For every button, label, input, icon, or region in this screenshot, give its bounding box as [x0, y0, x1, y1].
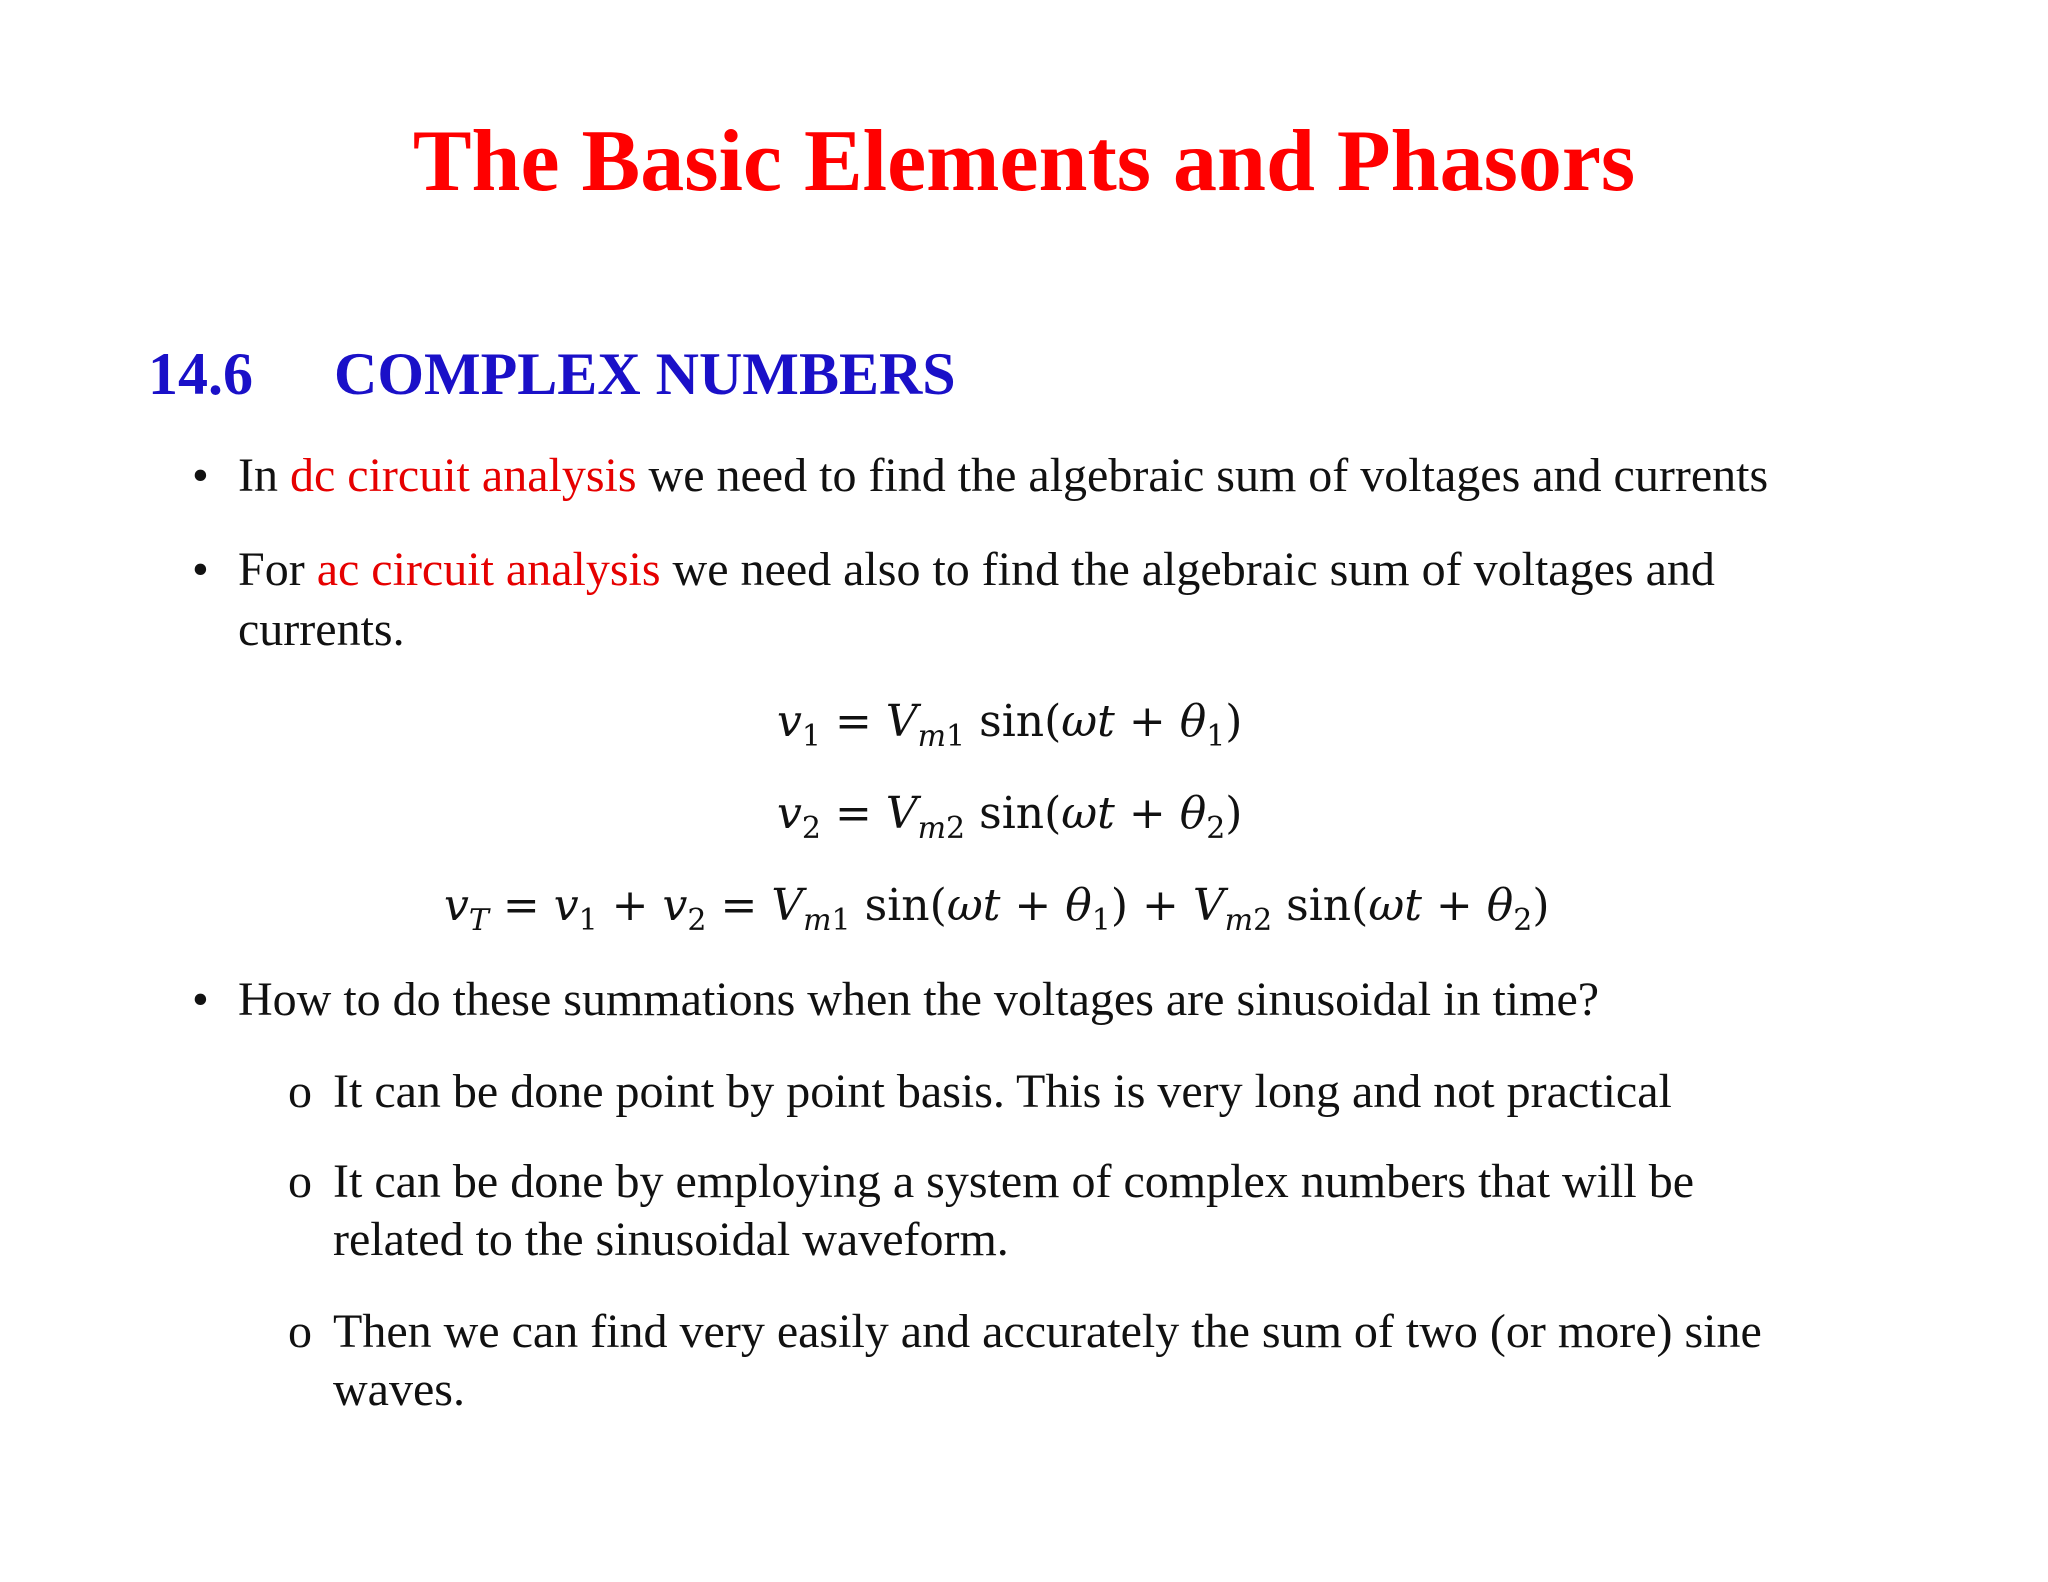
- bullet-text: For: [238, 543, 317, 596]
- bullet-dc-analysis: [238, 446, 1768, 506]
- sub-bullet-continuation: related to the sinusoidal waveform.: [333, 1213, 1009, 1266]
- bullet-summation-question: How to do these summations when the voltages are sinusoidal in time?: [238, 973, 1600, 1026]
- sub-bullet-marker: o: [288, 1155, 312, 1208]
- bullet-marker: •: [192, 543, 209, 596]
- page-title: The Basic Elements and Phasors: [412, 113, 1636, 210]
- bullet-marker: •: [192, 973, 209, 1026]
- sub-bullet-marker: o: [288, 1305, 312, 1358]
- highlight-term: dc circuit analysis: [289, 449, 637, 502]
- highlight-term: ac circuit analysis: [316, 543, 661, 596]
- sub-bullet-complex-numbers: It can be done by employing a system of complex numbers that will be: [333, 1155, 1695, 1208]
- bullet-ac-analysis: [238, 540, 1715, 600]
- sub-bullet-marker: o: [288, 1065, 312, 1118]
- bullet-marker: •: [192, 449, 209, 502]
- section-title: COMPLEX NUMBERS: [334, 341, 956, 407]
- sub-bullet-point-by-point: It can be done point by point basis. This is very long and not practical: [333, 1065, 1672, 1118]
- section-number: 14.6: [148, 341, 253, 407]
- equation-v2: $v_2 = V_{m2}$ $\sin(\omega t + \theta_2)$: [777, 788, 1243, 846]
- sub-bullet-continuation: waves.: [333, 1363, 465, 1416]
- bullet-continuation: currents.: [238, 603, 405, 656]
- equation-v1: $v_1 = V_{m1}$ $\sin(\omega t + \theta_1)$: [777, 696, 1243, 754]
- bullet-text: we need to find the algebraic sum of voltages and currents: [636, 449, 1769, 502]
- sub-bullet-sum-sine-waves: Then we can find very easily and accurately the sum of two (or more) sine: [333, 1305, 1762, 1358]
- bullet-text: we need also to find the algebraic sum of voltages and: [660, 543, 1715, 596]
- bullet-text: In: [238, 449, 290, 502]
- equation-vt: $v_T = v_1 + v_2 = V_{m1}$ $\sin(\omega t + \theta_1) + V_{m2}$ $\sin(\omega t + \theta_2)$: [444, 880, 1550, 938]
- section-heading: [148, 341, 956, 407]
